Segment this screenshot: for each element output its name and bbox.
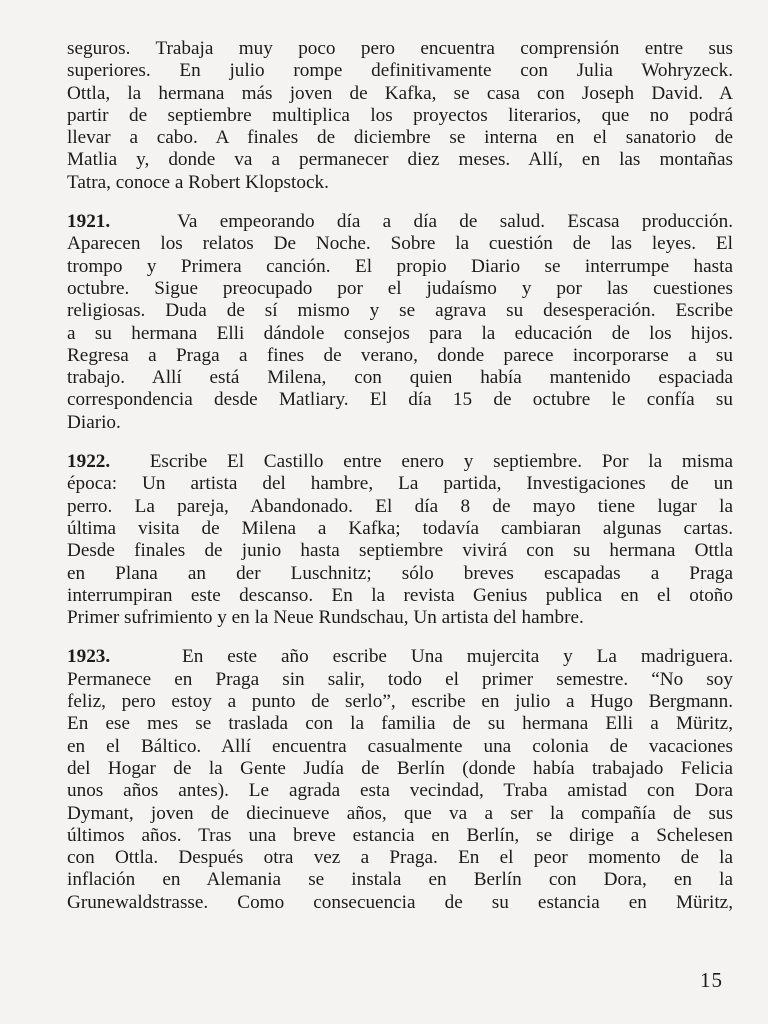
text-line-body: Escribe El Castillo entre enero y septiembre. Por la misma xyxy=(149,451,734,473)
text-line: octubre. Sigue preocupado por el judaísmo y por las cuestiones xyxy=(67,277,733,299)
text-line: partir de septiembre multiplica los proyectos literarios, que no podrá xyxy=(67,104,733,126)
text-line: a su hermana Elli dándole consejos para la educación de los hijos. xyxy=(67,322,733,344)
text-line: religiosas. Duda de sí mismo y se agrava su desesperación. Escribe xyxy=(67,300,733,322)
text-line: unos años antes). Le agrada esta vecindad, Traba amistad con Dora xyxy=(67,780,733,802)
text-line: trompo y Primera canción. El propio Diario se interrumpe hasta xyxy=(67,255,733,277)
text-line: feliz, pero estoy a punto de serlo”, escribe en julio a Hugo Bergmann. xyxy=(67,691,733,713)
text-line: seguros. Trabaja muy poco pero encuentra comprensión entre sus xyxy=(67,38,733,59)
text-line-body: En este año escribe Una mujercita y La madriguera. xyxy=(181,646,733,668)
paragraph-gap xyxy=(67,194,733,211)
text-line: trabajo. Allí está Milena, con quien había mantenido espaciada xyxy=(67,367,733,389)
paragraph-1920-continued xyxy=(67,38,733,194)
text-line: con Ottla. Después otra vez a Praga. En el peor momento de la xyxy=(67,847,733,869)
year-heading: 1921. xyxy=(67,211,111,233)
text-line: última visita de Milena a Kafka; todavía cambiaran algunas cartas. xyxy=(67,517,733,539)
text-line: interrumpiran este descanso. En la revista Genius publica en el otoño xyxy=(67,584,733,606)
text-line: en el Báltico. Allí encuentra casualmente una colonia de vacaciones xyxy=(67,735,733,757)
text-line: Matlia y, donde va a permanecer diez meses. Allí, en las montañas xyxy=(67,149,733,171)
text-line: época: Un artista del hambre, La partida, Investigaciones de un xyxy=(67,473,733,495)
text-line: últimos años. Tras una breve estancia en Berlín, se dirige a Schelesen xyxy=(67,824,733,846)
text-line xyxy=(67,646,733,668)
text-line: llevar a cabo. A finales de diciembre se interna en el sanatorio de xyxy=(67,127,733,149)
text-line xyxy=(67,211,733,233)
text-line: Dymant, joven de diecinueve años, que va a ser la compañía de sus xyxy=(67,802,733,824)
text-line: correspondencia desde Matliary. El día 15 de octubre le confía su xyxy=(67,389,733,411)
paragraph-1923 xyxy=(67,646,733,914)
page-body xyxy=(67,38,733,914)
paragraph-gap xyxy=(67,434,733,451)
text-line: Grunewaldstrasse. Como consecuencia de su estancia en Müritz, xyxy=(67,891,733,913)
text-line: del Hogar de la Gente Judía de Berlín (donde había trabajado Felicia xyxy=(67,757,733,779)
text-line: superiores. En julio rompe definitivamente con Julia Wohryzeck. xyxy=(67,60,733,82)
text-line: Aparecen los relatos De Noche. Sobre la cuestión de las leyes. El xyxy=(67,233,733,255)
text-line-body: Va empeorando día a día de salud. Escasa producción. xyxy=(177,211,734,233)
paragraph-1922 xyxy=(67,451,733,629)
text-line: Regresa a Praga a fines de verano, donde parece incorporarse a su xyxy=(67,344,733,366)
text-line xyxy=(67,451,733,473)
paragraph-gap xyxy=(67,629,733,646)
text-line: en Plana an der Luschnitz; sólo breves escapadas a Praga xyxy=(67,562,733,584)
text-line: Tatra, conoce a Robert Klopstock. xyxy=(67,171,329,193)
text-line: inflación en Alemania se instala en Berlín con Dora, en la xyxy=(67,869,733,891)
year-heading: 1923. xyxy=(67,646,111,668)
text-line: Diario. xyxy=(67,411,121,433)
text-line: En ese mes se traslada con la familia de su hermana Elli a Müritz, xyxy=(67,713,733,735)
text-line: Permanece en Praga sin salir, todo el primer semestre. “No soy xyxy=(67,668,733,690)
text-line: Desde finales de junio hasta septiembre vivirá con su hermana Ottla xyxy=(67,540,733,562)
page-number: 15 xyxy=(700,968,723,992)
text-line: Ottla, la hermana más joven de Kafka, se casa con Joseph David. A xyxy=(67,82,733,104)
paragraph-1921 xyxy=(67,211,733,434)
text-line: Primer sufrimiento y en la Neue Rundschau, Un artista del hambre. xyxy=(67,607,584,629)
year-heading: 1922. xyxy=(67,451,111,473)
text-line: perro. La pareja, Abandonado. El día 8 de mayo tiene lugar la xyxy=(67,495,733,517)
